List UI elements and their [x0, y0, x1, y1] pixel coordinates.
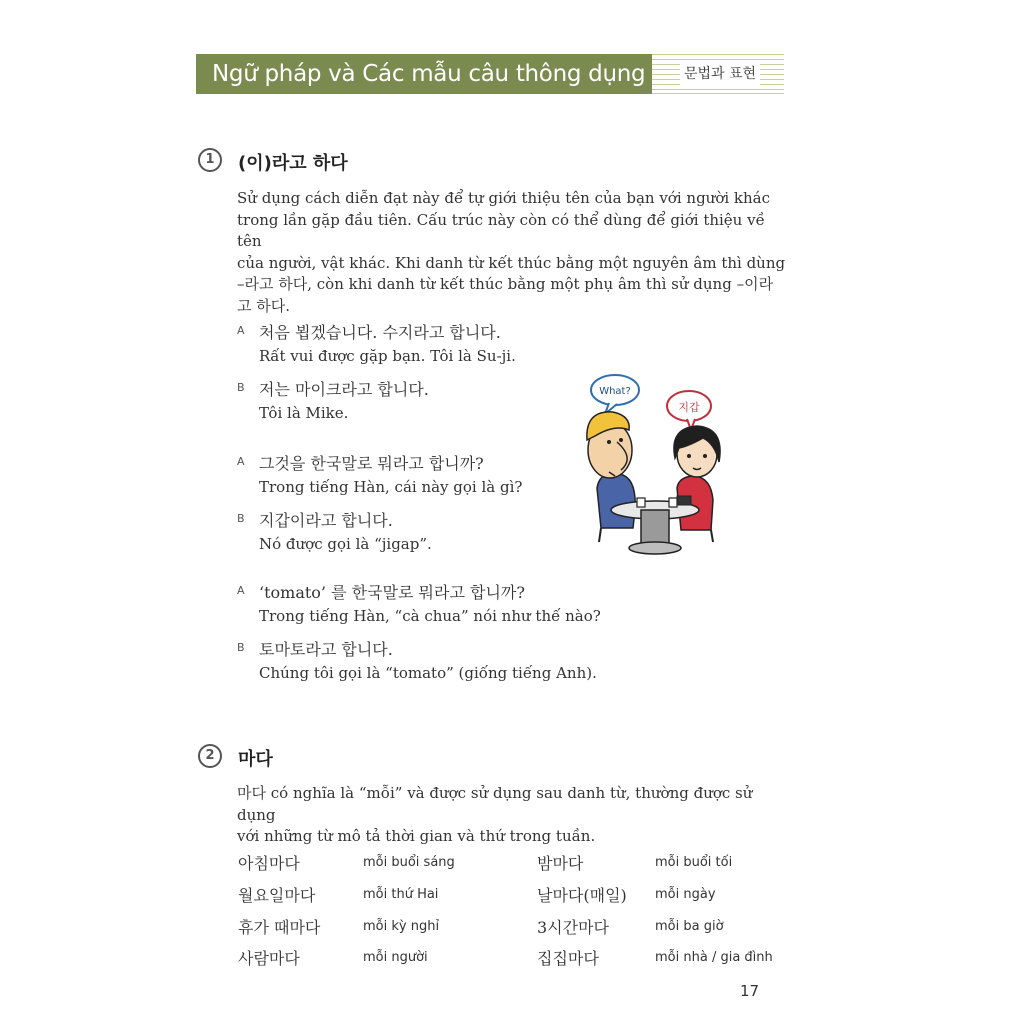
vocab-korean: 휴가 때마다: [238, 918, 321, 937]
dialogue-vietnamese: Trong tiếng Hàn, cái này gọi là gì?: [259, 478, 523, 496]
dialogue-korean: 지갑이라고 합니다.: [259, 511, 393, 530]
dialogue-korean: 처음 뵙겠습니다. 수지라고 합니다.: [259, 323, 501, 342]
section-2-title: 마다: [238, 749, 273, 770]
speaker-label: B: [237, 512, 245, 525]
vocab-vietnamese: mỗi buổi tối: [655, 855, 733, 870]
paragraph-line: trong lần gặp đầu tiên. Cấu trúc này còn có thể dùng để giới thiệu về tên: [237, 210, 765, 250]
dialogue-korean: 토마토라고 합니다.: [259, 640, 393, 659]
paragraph-line: 마다 có nghĩa là “mỗi” và được sử dụng sau danh từ, thường được sử dụng: [237, 784, 753, 824]
vocab-korean: 월요일마다: [238, 886, 316, 905]
page-number: 17: [740, 982, 760, 1000]
section-1-number: 1: [198, 148, 222, 172]
vocab-korean: 밤마다: [537, 854, 584, 873]
vocab-vietnamese: mỗi ngày: [655, 887, 716, 902]
section-1-paragraph: [237, 188, 789, 317]
dialogue-korean: ‘tomato’ 를 한국말로 뭐라고 합니까?: [259, 583, 525, 602]
vocab-korean: 아침마다: [238, 854, 300, 873]
speaker-label: A: [237, 455, 245, 468]
vocab-korean: 3시간마다: [537, 918, 610, 937]
speaker-label: B: [237, 381, 245, 394]
chapter-section-tag-label: 문법과 표현: [680, 63, 760, 85]
speaker-label: A: [237, 324, 245, 337]
vocab-vietnamese: mỗi người: [363, 950, 428, 965]
paragraph-line: –라고 하다, còn khi danh từ kết thúc bằng một phụ âm thì sử dụng –이라: [237, 275, 774, 293]
vocab-vietnamese: mỗi thứ Hai: [363, 887, 439, 902]
section-2-paragraph: [237, 783, 789, 848]
dialogue-korean: 저는 마이크라고 합니다.: [259, 380, 429, 399]
section-1-title: (이)라고 하다: [238, 153, 348, 174]
vocab-korean: 집집마다: [537, 949, 599, 968]
dialogue-vietnamese: Nó được gọi là “jigap”.: [259, 535, 432, 553]
dialogue-korean: 그것을 한국말로 뭐라고 합니까?: [259, 454, 484, 473]
chapter-section-tag: [652, 54, 784, 94]
vocab-vietnamese: mỗi kỳ nghỉ: [363, 919, 440, 934]
dialogue-vietnamese: Chúng tôi gọi là “tomato” (giống tiếng Anh).: [259, 664, 597, 682]
vocab-korean: 사람마다: [238, 949, 300, 968]
speaker-label: A: [237, 584, 245, 597]
dialogue-vietnamese: Tôi là Mike.: [259, 404, 349, 422]
chapter-section-title: Ngữ pháp và Các mẫu câu thông dụng: [196, 54, 652, 94]
dialogue-vietnamese: Rất vui được gặp bạn. Tôi là Su-ji.: [259, 347, 516, 365]
vocab-vietnamese: mỗi buổi sáng: [363, 855, 455, 870]
vocab-vietnamese: mỗi nhà / gia đình: [655, 950, 773, 965]
section-2-number: 2: [198, 744, 222, 768]
paragraph-line: Sử dụng cách diễn đạt này để tự giới thiệu tên của bạn với người khác: [237, 189, 771, 207]
vocab-korean: 날마다(매일): [537, 886, 627, 905]
conversation-illustration: [565, 370, 765, 565]
bubble-right-text: 지갑: [678, 401, 700, 414]
paragraph-line: với những từ mô tả thời gian và thứ trong tuần.: [237, 827, 596, 845]
paragraph-line: 고 하다.: [237, 296, 291, 315]
dialogue-vietnamese: Trong tiếng Hàn, “cà chua” nói như thế nào?: [259, 607, 601, 625]
vocab-vietnamese: mỗi ba giờ: [655, 919, 724, 934]
speaker-label: B: [237, 641, 245, 654]
paragraph-line: của người, vật khác. Khi danh từ kết thúc bằng một nguyên âm thì dùng: [237, 253, 786, 272]
bubble-left-text: What?: [599, 386, 631, 397]
